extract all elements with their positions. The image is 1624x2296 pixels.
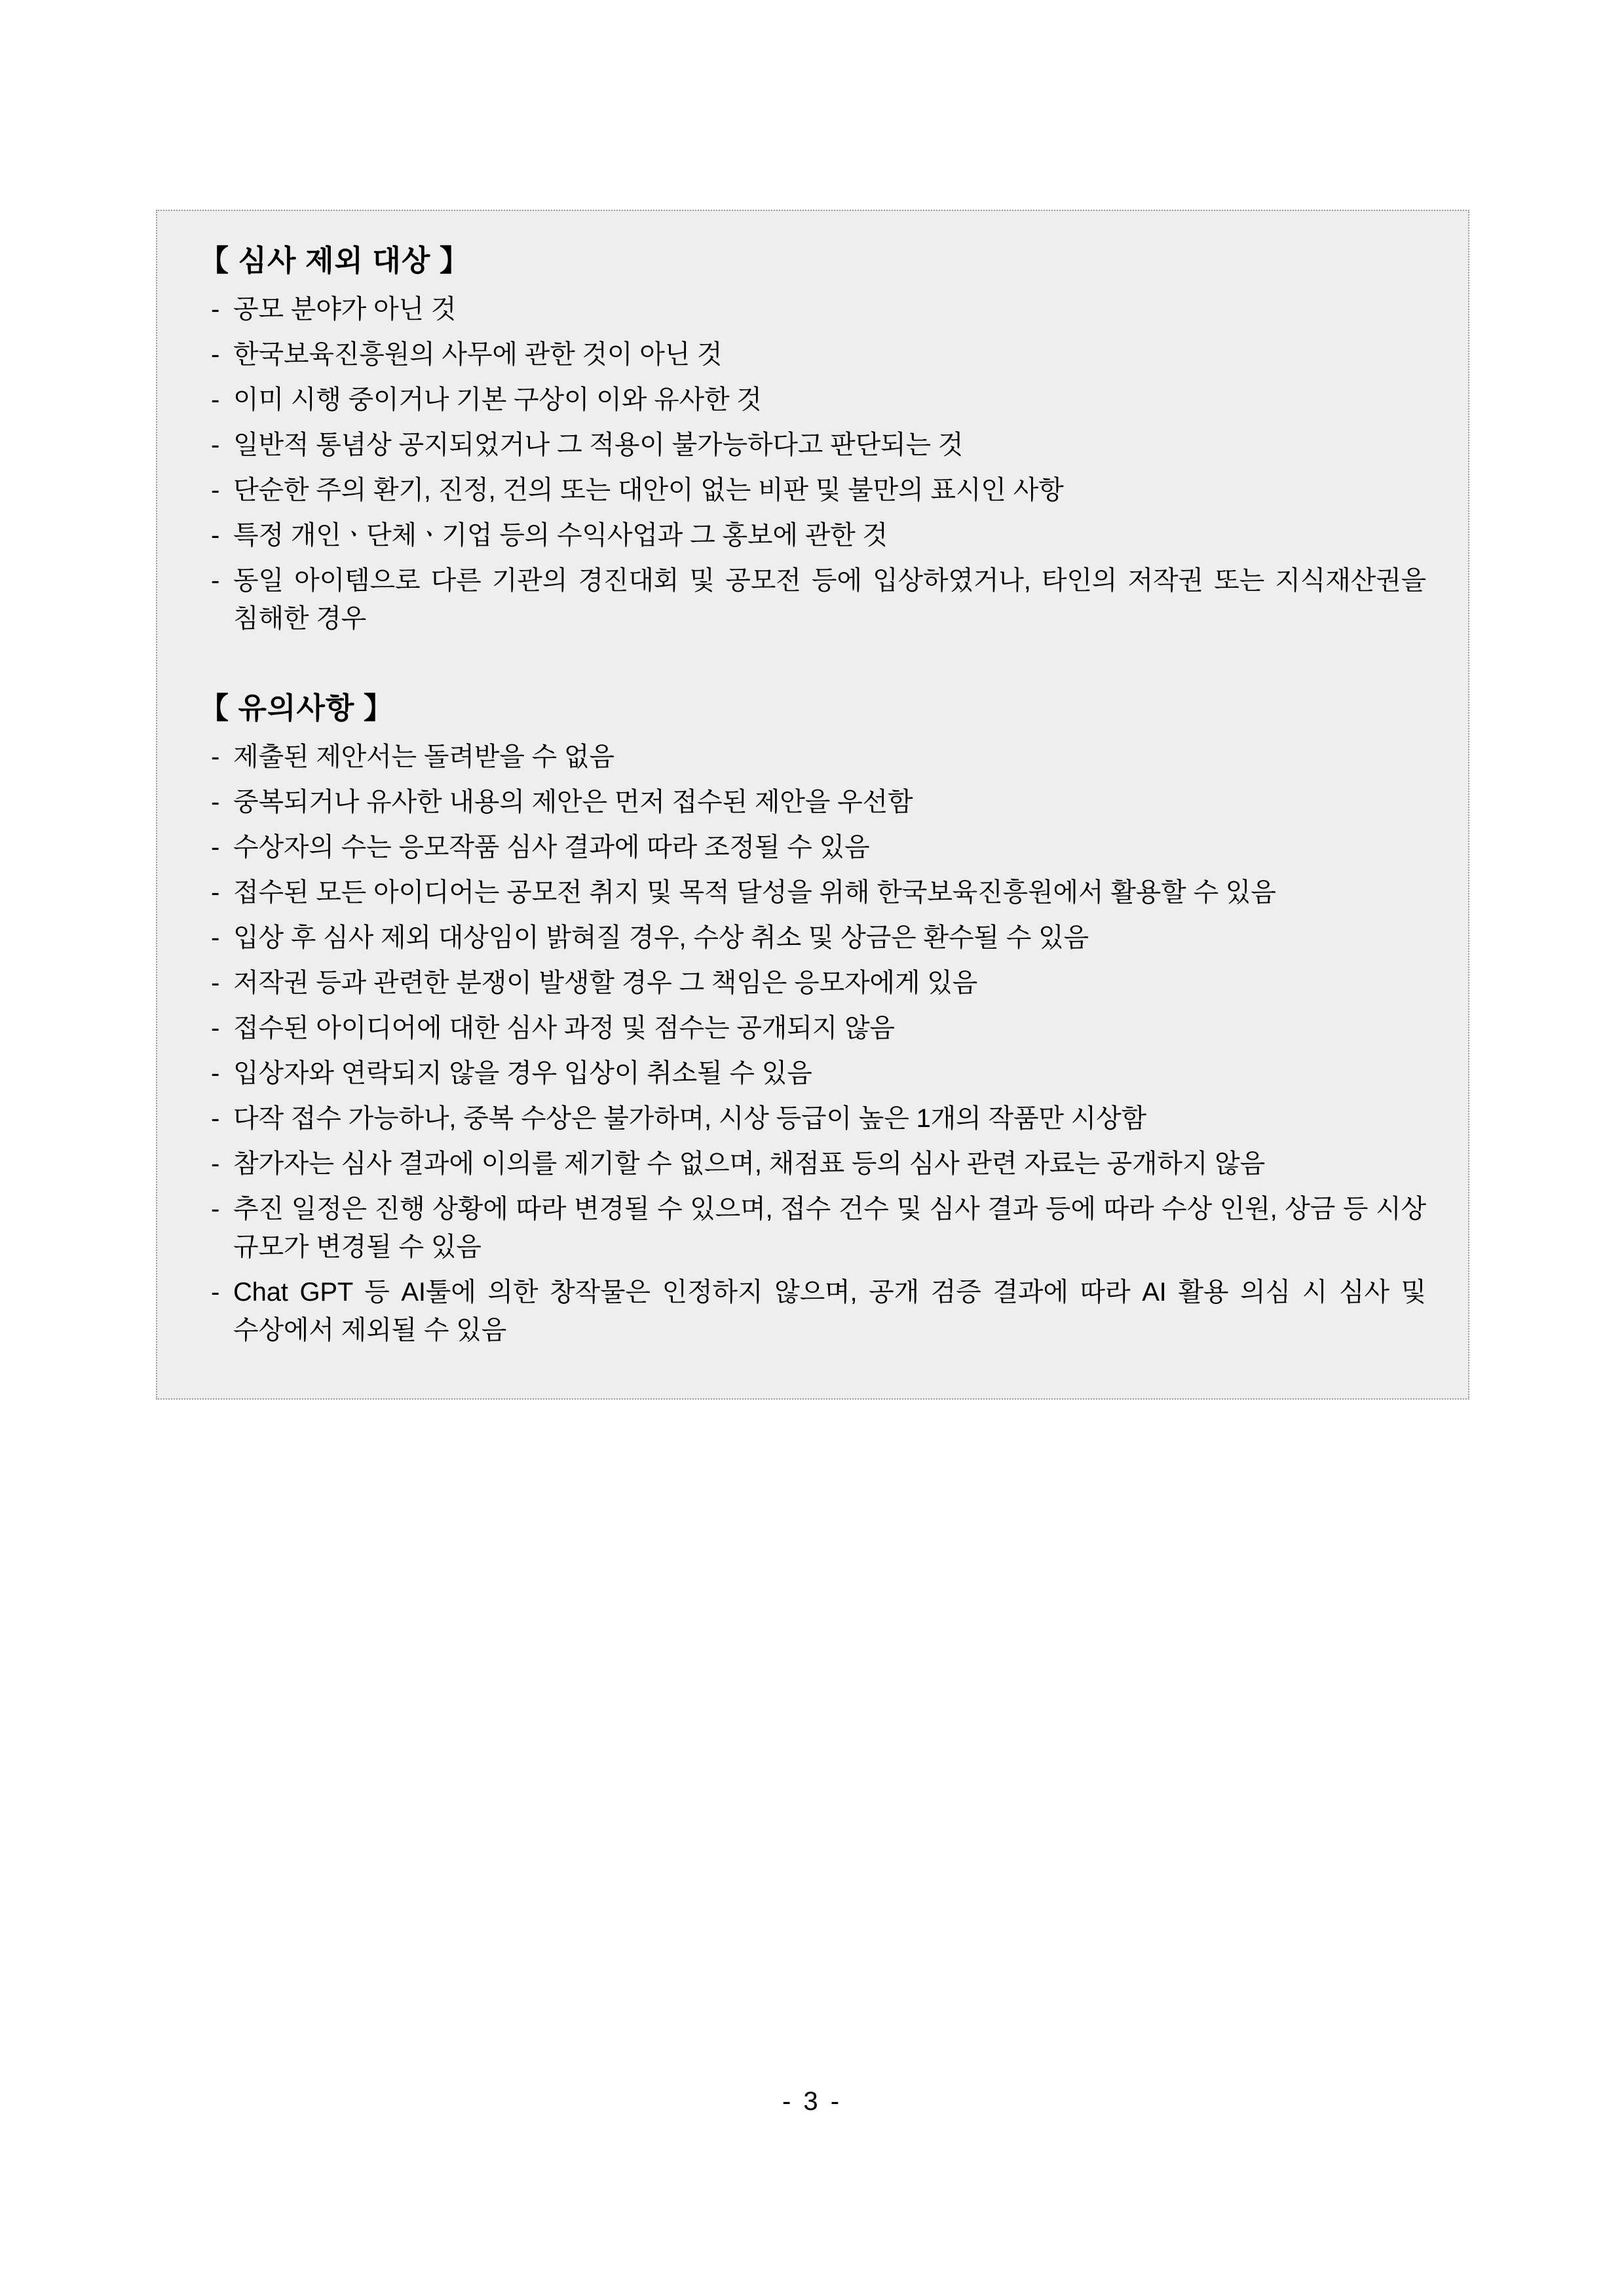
list-item	[199, 1190, 1426, 1266]
list-item-text: Chat GPT 등 AI툴에 의한 창작물은 인정하지 않으며, 공개 검증 결과에 따라 AI 활용 의심 시 심사 및 수상에서 제외될 수 있음	[233, 1277, 1426, 1345]
section-title: 【 심사 제외 대상 】	[199, 244, 470, 277]
list-item	[199, 426, 1426, 464]
list-item-text: 특정 개인ㆍ단체ㆍ기업 등의 수익사업과 그 홍보에 관한 것	[233, 520, 888, 550]
list-item-text: 다작 접수 가능하나, 중복 수상은 불가하며, 시상 등급이 높은 1개의 작품만 시상함	[233, 1103, 1146, 1133]
list-item-text: 동일 아이템으로 다른 기관의 경진대회 및 공모전 등에 입상하였거나, 타인의 저작권 또는 지식재산권을 침해한 경우	[233, 565, 1426, 633]
precautions-list	[199, 738, 1426, 1349]
list-item	[199, 381, 1426, 419]
dash-marker: -	[211, 923, 220, 952]
dash-marker: -	[211, 832, 220, 862]
list-item	[199, 919, 1426, 957]
dash-marker: -	[211, 1149, 220, 1178]
list-item	[199, 873, 1426, 911]
section-title: 【 유의사항 】	[199, 691, 394, 725]
list-item	[199, 964, 1426, 1002]
dash-marker: -	[211, 294, 220, 324]
dash-marker: -	[211, 475, 220, 505]
list-item	[199, 828, 1426, 866]
list-item	[199, 516, 1426, 554]
list-item	[199, 471, 1426, 509]
dash-marker: -	[211, 968, 220, 997]
list-item-text: 접수된 아이디어에 대한 심사 과정 및 점수는 공개되지 않음	[233, 1013, 895, 1043]
list-item	[199, 562, 1426, 638]
list-item-text: 수상자의 수는 응모작품 심사 결과에 따라 조정될 수 있음	[233, 832, 870, 862]
list-item-text: 접수된 모든 아이디어는 공모전 취지 및 목적 달성을 위해 한국보육진흥원에서 활용할 수 있음	[233, 877, 1276, 907]
list-item-text: 입상 후 심사 제외 대상임이 밝혀질 경우, 수상 취소 및 상금은 환수될 수 있음	[233, 923, 1089, 952]
list-item	[199, 783, 1426, 821]
exclusion-criteria-list	[199, 290, 1426, 638]
section-precautions	[199, 689, 1426, 1349]
dash-marker: -	[211, 520, 220, 550]
list-item-text: 추진 일정은 진행 상황에 따라 변경될 수 있으며, 접수 건수 및 심사 결과 등에 따라 수상 인원, 상금 등 시상 규모가 변경될 수 있음	[233, 1194, 1426, 1261]
list-item-text: 중복되거나 유사한 내용의 제안은 먼저 접수된 제안을 우선함	[233, 787, 913, 816]
list-item-text: 공모 분야가 아닌 것	[233, 294, 457, 324]
dash-marker: -	[211, 430, 220, 459]
section-exclusion-criteria	[199, 241, 1426, 638]
dash-marker: -	[211, 1058, 220, 1088]
dash-marker: -	[211, 787, 220, 816]
dash-marker: -	[211, 385, 220, 414]
dash-marker: -	[211, 1103, 220, 1133]
dash-marker: -	[211, 877, 220, 907]
list-item-text: 제출된 제안서는 돌려받을 수 없음	[233, 742, 614, 771]
notice-box	[156, 210, 1469, 1400]
list-item-text: 참가자는 심사 결과에 이의를 제기할 수 없으며, 채점표 등의 심사 관련 자료는 공개하지 않음	[233, 1149, 1266, 1178]
list-item-text: 저작권 등과 관련한 분쟁이 발생할 경우 그 책임은 응모자에게 있음	[233, 968, 978, 997]
list-item	[199, 1100, 1426, 1138]
list-item-text: 단순한 주의 환기, 진정, 건의 또는 대안이 없는 비판 및 불만의 표시인 사항	[233, 475, 1064, 505]
list-item	[199, 290, 1426, 328]
list-item	[199, 335, 1426, 373]
dash-marker: -	[211, 339, 220, 369]
dash-marker: -	[211, 742, 220, 771]
dash-marker: -	[211, 565, 220, 595]
list-item	[199, 1273, 1426, 1349]
dash-marker: -	[211, 1194, 220, 1223]
list-item	[199, 1145, 1426, 1183]
dash-marker: -	[211, 1277, 220, 1307]
list-item-text: 한국보육진흥원의 사무에 관한 것이 아닌 것	[233, 339, 723, 369]
list-item-text: 일반적 통념상 공지되었거나 그 적용이 불가능하다고 판단되는 것	[233, 430, 964, 459]
list-item-text: 이미 시행 중이거나 기본 구상이 이와 유사한 것	[233, 385, 762, 414]
list-item	[199, 1009, 1426, 1047]
dash-marker: -	[211, 1013, 220, 1043]
list-item-text: 입상자와 연락되지 않을 경우 입상이 취소될 수 있음	[233, 1058, 812, 1088]
list-item	[199, 1054, 1426, 1092]
page-number: - 3 -	[782, 2087, 842, 2116]
list-item	[199, 738, 1426, 776]
